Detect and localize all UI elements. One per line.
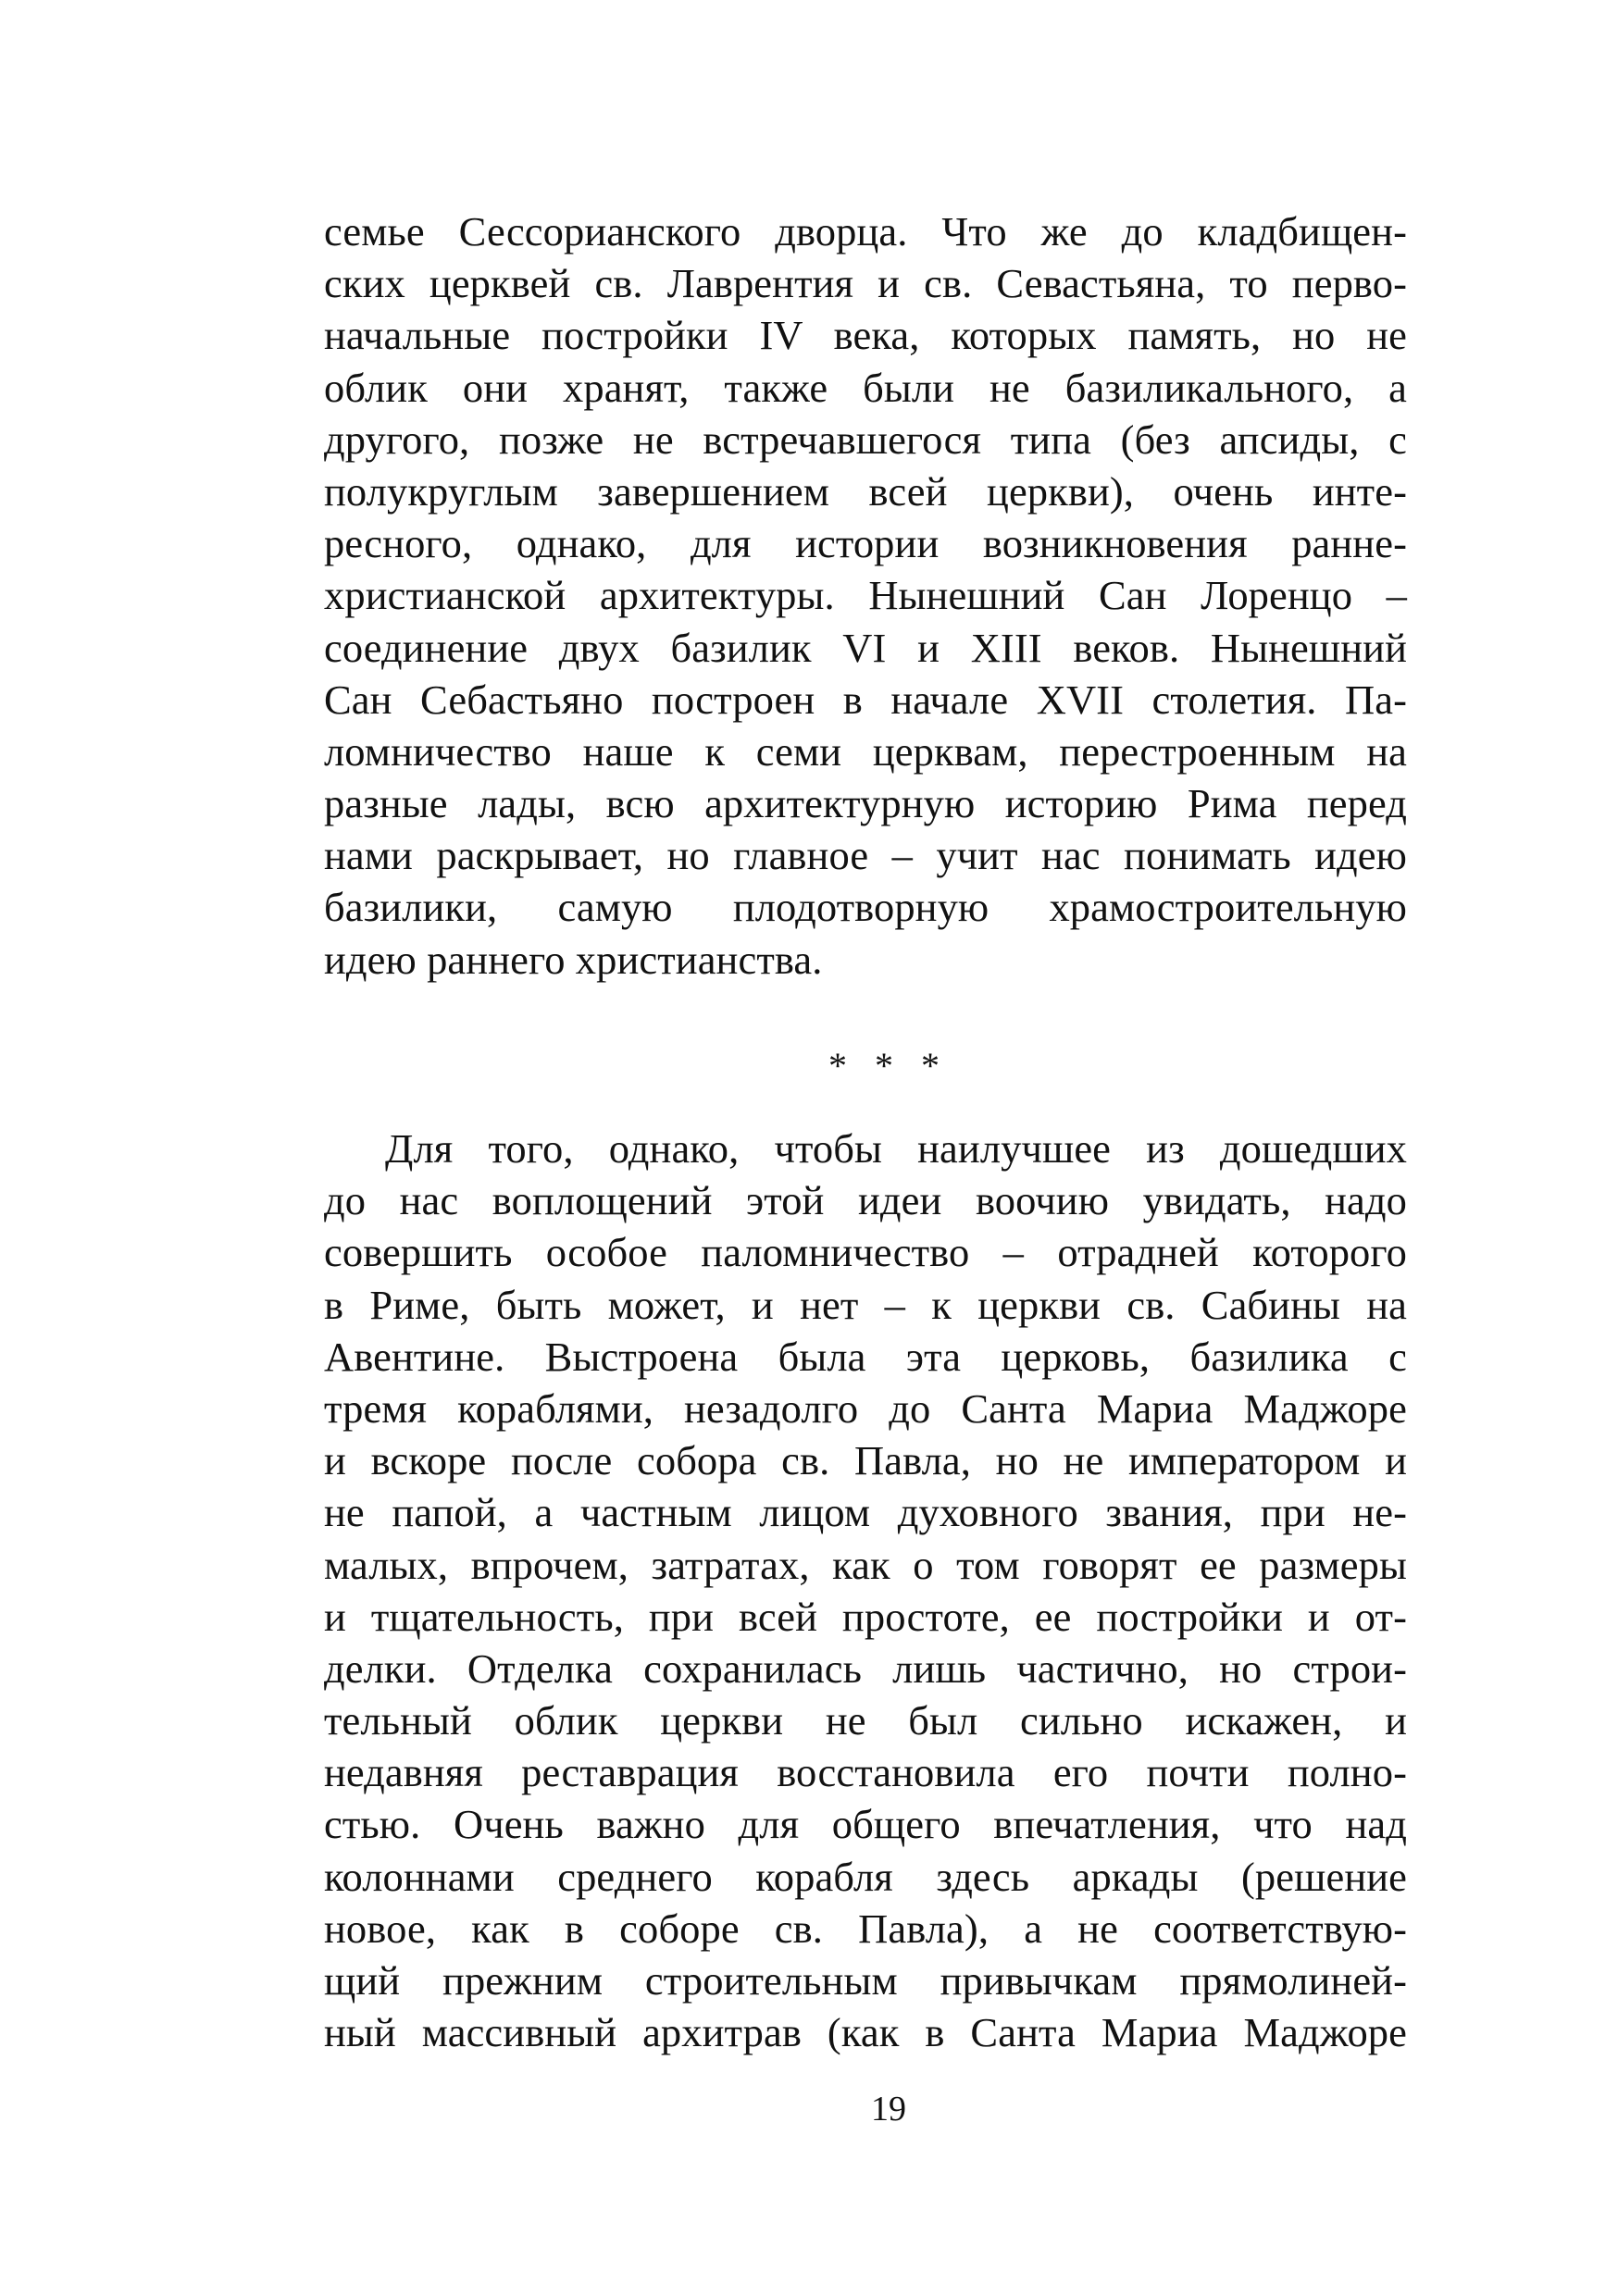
text-line: в Риме, быть может, и нет – к церкви св. Сабины на	[324, 1281, 1407, 1328]
paragraph-1	[324, 205, 1407, 986]
text-line: другого, позже не встречавшегося типа (без апсиды, с	[324, 416, 1407, 463]
text-line: делки. Отделка сохранилась лишь частично, но строи-	[324, 1644, 1407, 1692]
text-line: облик они хранят, также были не базиликального, а	[324, 364, 1407, 411]
text-line: соединение двух базилик VI и XIII веков. Нынешний	[324, 624, 1407, 671]
text-line: новое, как в соборе св. Павла), а не соответствую-	[324, 1905, 1407, 1952]
text-line: колоннами среднего корабля здесь аркады (решение	[324, 1853, 1407, 1900]
text-line: ресного, однако, для истории возникновения ранне-	[324, 520, 1407, 567]
text-line: Авентине. Выстроена была эта церковь, базилика с	[324, 1333, 1407, 1380]
text-line: стью. Очень важно для общего впечатления, что над	[324, 1801, 1407, 1848]
text-line: и тщательность, при всей простоте, ее постройки и от-	[324, 1593, 1407, 1640]
text-line: христианской архитектуры. Нынешний Сан Лоренцо –	[324, 572, 1407, 619]
text-line: полукруглым завершением всей церкви), очень инте-	[324, 467, 1407, 515]
section-separator: * * *	[828, 1045, 949, 1086]
text-line: ских церквей св. Лаврентия и св. Севастьяна, то перво-	[324, 260, 1407, 307]
text-line: начальные постройки IV века, которых память, но не	[324, 312, 1407, 359]
text-line: и вскоре после собора св. Павла, но не императором и	[324, 1437, 1407, 1484]
text-line: нами раскрывает, но главное – учит нас понимать идею	[324, 832, 1407, 879]
text-line: семье Сессорианского дворца. Что же до кладбищен-	[324, 208, 1407, 254]
paragraph-2	[324, 1123, 1407, 2058]
text-line: Для того, однако, чтобы наилучшее из дошедших	[385, 1125, 1407, 1172]
text-line: тельный облик церкви не был сильно искажен, и	[324, 1697, 1407, 1744]
text-line: идею раннего христианства.	[324, 936, 823, 983]
text-line: малых, впрочем, затратах, как о том говорят ее размеры	[324, 1541, 1407, 1588]
text-line: ный массивный архитрав (как в Санта Мариа Маджоре	[324, 2009, 1407, 2056]
text-line: Сан Себастьяно построен в начале XVII столетия. Па-	[324, 676, 1407, 723]
text-line: недавняя реставрация восстановила его почти полно-	[324, 1749, 1407, 1796]
text-line: ломничество наше к семи церквам, перестроенным на	[324, 727, 1407, 775]
text-line: совершить особое паломничество – отрадней которого	[324, 1229, 1407, 1276]
text-line: тремя кораблями, незадолго до Санта Мариа Маджоре	[324, 1384, 1407, 1432]
text-line: до нас воплощений этой идеи воочию увидать, надо	[324, 1177, 1407, 1224]
text-line: базилики, самую плодотворную храмостроительную	[324, 884, 1407, 931]
text-line: не папой, а частным лицом духовного звания, при не-	[324, 1489, 1407, 1536]
text-line: щий прежним строительным привычкам прямолиней-	[324, 1957, 1407, 2004]
page-number: 19	[871, 2090, 906, 2128]
text-line: разные лады, всю архитектурную историю Рима перед	[324, 780, 1407, 827]
